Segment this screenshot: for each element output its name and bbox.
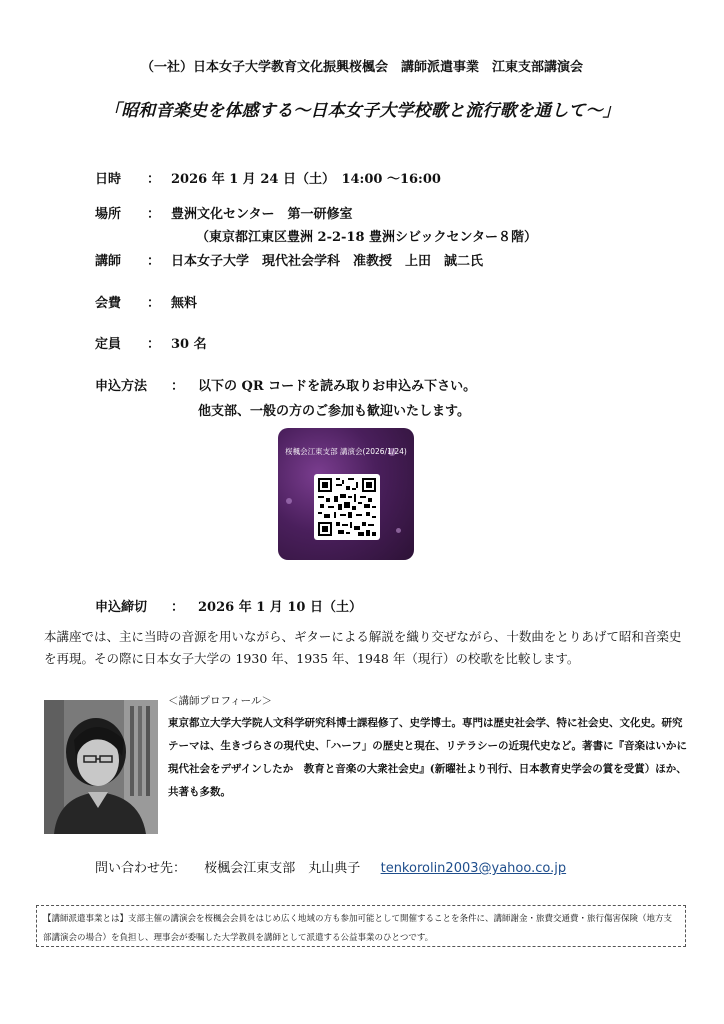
portrait-image <box>44 700 158 834</box>
qr-code-card[interactable] <box>278 428 414 560</box>
datetime-row <box>95 168 441 187</box>
fee-separator: ： <box>147 296 161 311</box>
apply-separator: ： <box>171 379 185 394</box>
deadline-row <box>95 596 362 615</box>
program-footnote: 【講師派遣事業とは】支部主催の講演会を桜楓会会員をはじめ広く地域の方も参加可能として開催することを条件に、講師謝金・旅費交通費・旅行傷害保険（地方支部講演会の場合）を負担し、理事会が委嘱した大学教員を講師として派遣する公益事業のひとつです。 <box>36 905 686 947</box>
fee-value: 無料 <box>171 296 198 311</box>
datetime-separator: ： <box>147 172 161 187</box>
datetime-value: 2026 年 1 月 24 日（土） 14:00 ～16:00 <box>171 172 441 187</box>
lecturer-value: 日本女子大学 現代社会学科 准教授 上田 誠二氏 <box>171 254 484 269</box>
venue-value: 豊洲文化センター 第一研修室 <box>171 207 353 222</box>
organizer-header: （一社）日本女子大学教育文化振興桜楓会 講師派遣事業 江東支部講演会 <box>140 60 583 75</box>
venue-row <box>95 203 352 222</box>
decorative-dot <box>396 528 401 533</box>
venue-address: （東京都江東区豊洲 2-2-18 豊洲シビックセンター８階） <box>196 230 537 245</box>
contact-name: 桜楓会江東支部 丸山典子 <box>204 861 361 876</box>
contact-label: 問い合わせ先： <box>95 861 187 876</box>
lecturer-separator: ： <box>147 254 161 269</box>
apply-label: 申込方法 <box>95 379 148 394</box>
profile-text: 東京都立大学大学院人文科学研究科博士課程修了、史学博士。専門は歴史社会学、特に社会史、文化史。研究テーマは、生きづらさの現代史、「ハーフ」の歴史と現在、リテラシーの近現代史など。著書に『音楽はいかに現代社会をデザインしたか 教育と音楽の大衆社会史』(新曜社より刊行、日本教育史学会の賞を受賞）ほか、共著も多数。 <box>168 717 688 798</box>
deadline-label: 申込締切 <box>95 600 148 615</box>
venue-separator: ： <box>147 207 161 222</box>
capacity-value: 30 名 <box>171 337 207 352</box>
apply-line-2: 他支部、一般の方のご参加も歓迎いたします。 <box>198 404 470 419</box>
contact-info <box>95 857 566 876</box>
deadline-value: 2026 年 1 月 10 日（土） <box>198 600 362 615</box>
decorative-dot <box>286 498 292 504</box>
capacity-row <box>95 333 207 352</box>
datetime-label: 日時 <box>95 172 122 187</box>
lecture-title: 「昭和音楽史を体感する～日本女子大学校歌と流行歌を通して～」 <box>104 101 620 121</box>
capacity-label: 定員 <box>95 337 122 352</box>
contact-email-link[interactable]: tenkorolin2003@yahoo.co.jp <box>380 861 567 876</box>
apply-line-1: 以下の QR コードを読み取りお申込み下さい。 <box>198 379 477 394</box>
profile-heading: ＜講師プロフィール＞ <box>168 695 272 707</box>
capacity-separator: ： <box>147 337 161 352</box>
lecturer-label: 講師 <box>95 254 122 269</box>
deadline-separator: ： <box>171 600 185 615</box>
lecturer-row <box>95 250 483 269</box>
apply-row <box>95 375 476 394</box>
lecture-description: 本講座では、主に当時の音源を用いながら、ギターによる解説を織り交ぜながら、十数曲をとりあげて昭和音楽史を再現。その際に日本女子大学の 1930 年、1935 年、1948 年（現行）の校歌を比較します。 <box>44 629 682 666</box>
fee-row <box>95 292 197 311</box>
venue-label: 場所 <box>95 207 122 222</box>
qr-code[interactable] <box>314 474 380 540</box>
qr-code-icon <box>318 478 376 536</box>
qr-caption: 桜楓会江東支部 講演会(2026/1/24) <box>285 447 407 456</box>
fee-label: 会費 <box>95 296 122 311</box>
lecturer-photo <box>44 700 158 834</box>
